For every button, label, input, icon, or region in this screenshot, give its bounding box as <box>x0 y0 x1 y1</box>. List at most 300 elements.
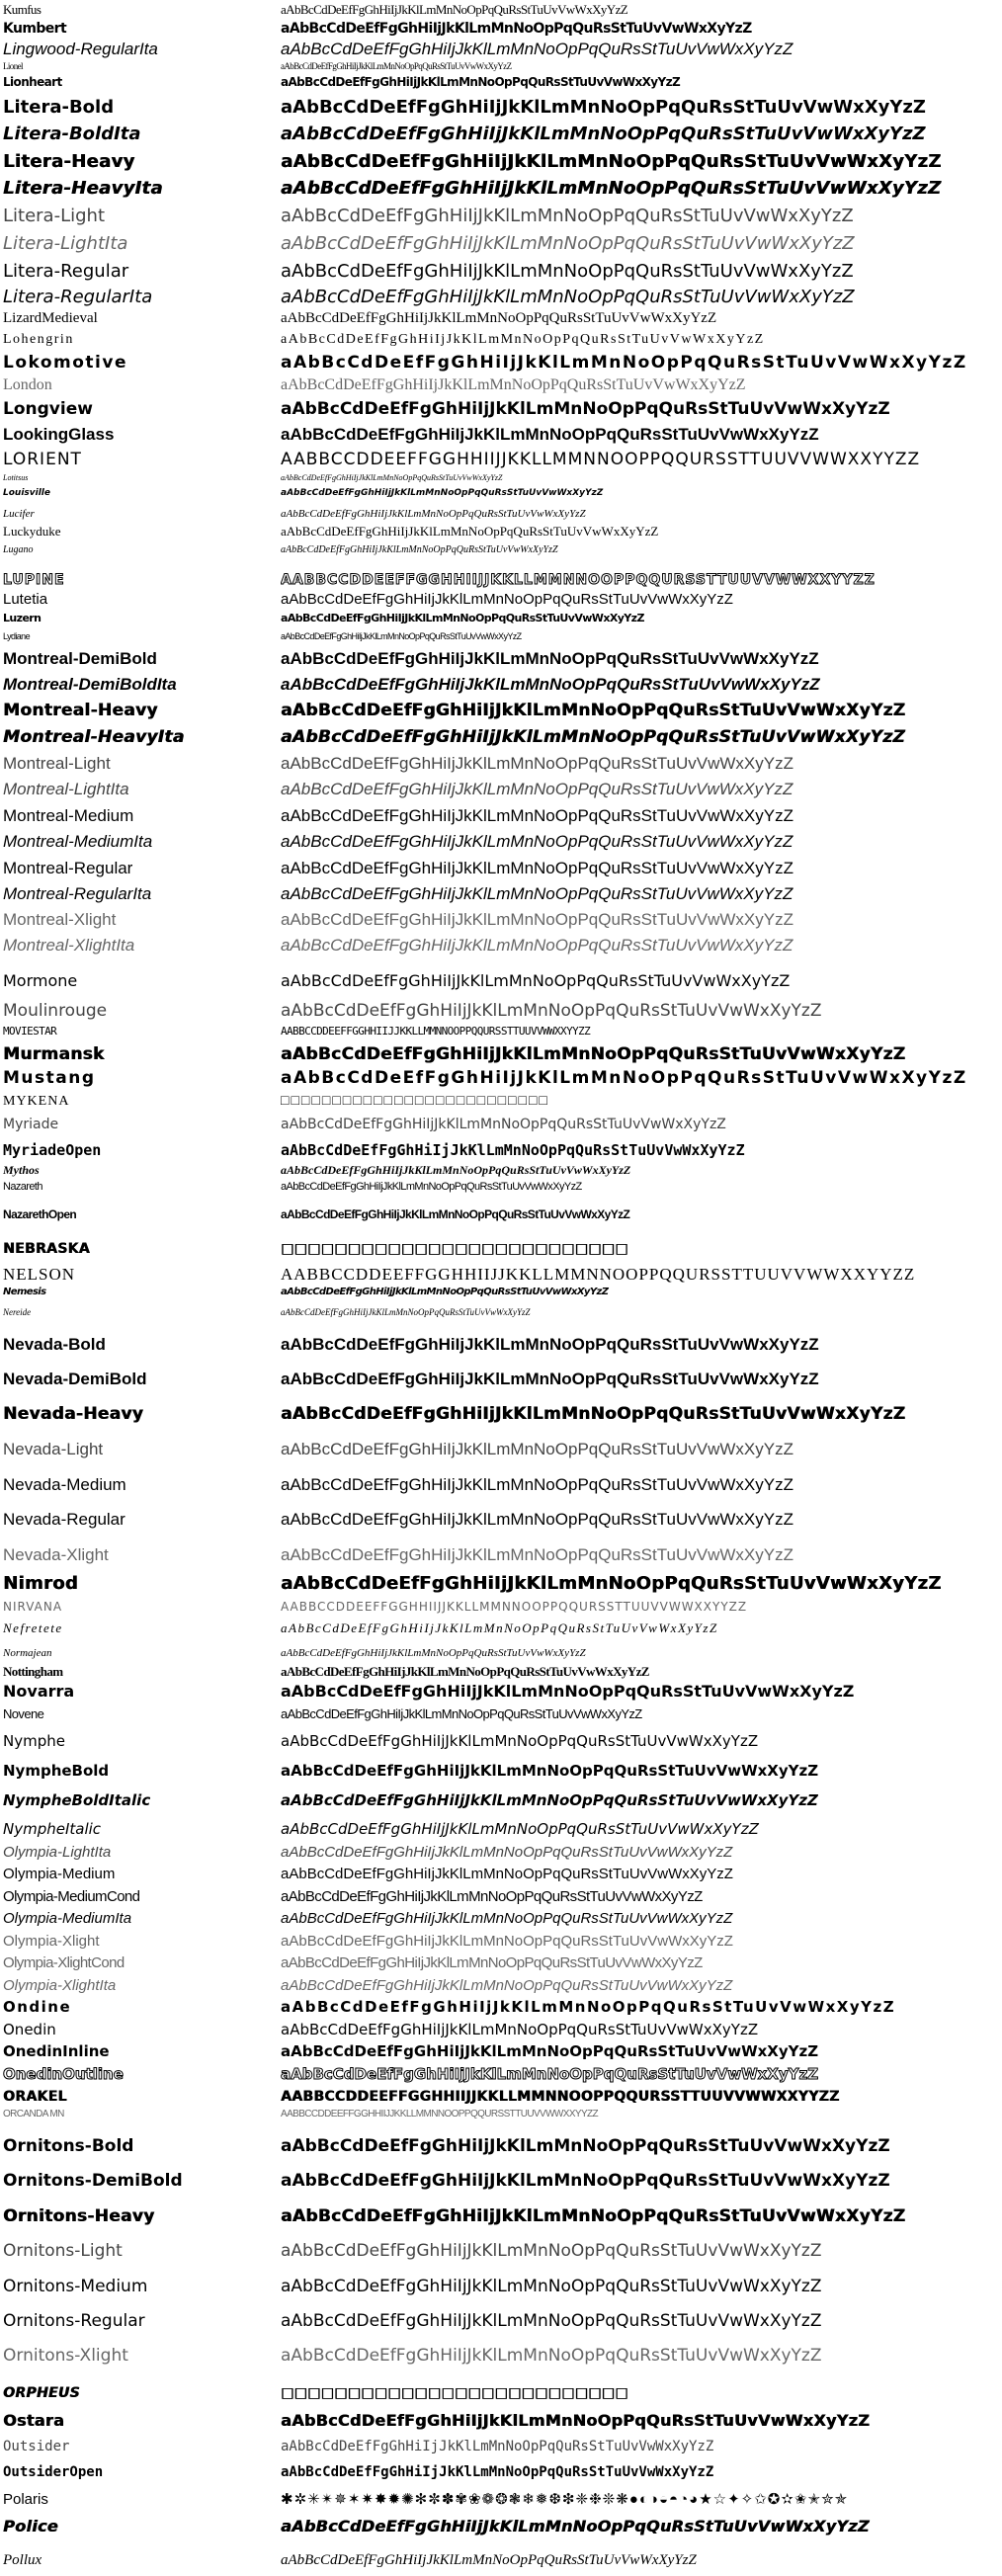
font-specimen-row <box>0 1928 1002 1951</box>
font-specimen-row <box>0 2227 1002 2262</box>
font-specimen-row <box>0 470 1002 484</box>
font-name: Lugano <box>3 544 34 555</box>
font-sample: aAbBcCdDeEfFgGhHiIjJkKlLmMnNoOpPqQuRsStTuUvVwWxXyYzZ <box>281 1001 822 1021</box>
font-specimen-row <box>0 328 1002 349</box>
font-sample: aAbBcCdDeEfFgGhHiIjJkKlLmMnNoOpPqQuRsStTuUvVwWxXyYzZ <box>281 2552 697 2568</box>
font-name: ORAKEL <box>3 2089 67 2105</box>
font-specimen-row <box>0 1810 1002 1839</box>
font-specimen-row <box>0 2084 1002 2106</box>
font-name: Olympia-LightIta <box>3 1844 112 1861</box>
font-specimen-row <box>0 1039 1002 1065</box>
font-specimen-row <box>0 2536 1002 2570</box>
font-name: Nevada-Medium <box>3 1475 126 1494</box>
font-specimen-row <box>0 748 1002 774</box>
font-name: Ornitons-Light <box>3 2241 123 2261</box>
font-name: Kumbert <box>3 21 67 37</box>
font-specimen-row <box>0 1285 1002 1299</box>
font-specimen-row <box>0 1299 1002 1319</box>
font-name: Ornitons-Regular <box>3 2311 145 2331</box>
font-name: Myriade <box>3 1117 59 1132</box>
font-sample: aAbBcCdDeEfFgGhHiIjJkKlLmMnNoOpPqQuRsStTuUvVwWxXyYzZ <box>281 376 746 393</box>
font-name: Moulinrouge <box>3 1001 108 1021</box>
font-specimen-row <box>0 2017 1002 2039</box>
font-sample: AABBCCDDEEFFGGHHIIJJKKLLMMNNOOPPQQURSSTTUUVVWWXXYYZZ <box>281 2109 599 2119</box>
font-name: Montreal-Medium <box>3 806 134 825</box>
font-sample: AABBCCDDEEFFGGHHIIJJKKLLMMNNOOPPQQURSSTTUUVVWWXXYYZZ <box>281 450 921 469</box>
font-name: Louisville <box>3 488 50 498</box>
font-specimen-row <box>0 1222 1002 1258</box>
font-specimen-row <box>0 308 1002 328</box>
font-specimen-row <box>0 721 1002 748</box>
font-sample: aAbBcCdDeEfFgGhHiIjJkKlLmMnNoOpPqQuRsStTuUvVwWxXyYzZ <box>281 1440 793 1458</box>
font-name: Montreal-Regular <box>3 859 133 877</box>
font-specimen-row <box>0 1530 1002 1565</box>
font-sample: aAbBcCdDeEfFgGhHiIjJkKlLmMnNoOpPqQuRsStTuUvVwWxXyYzZ <box>281 233 855 254</box>
font-sample: AABBCCDDEEFFGGHHIIJJKKLLMMNNOOPPQQURSSTTUUVVWWXXYYZZ <box>281 1265 916 1284</box>
font-sample: aAbBcCdDeEfFgGhHiIjJkKlLmMnNoOpPqQuRsStTuUvVwWxXyYzZ <box>281 1620 718 1635</box>
font-name: LORIENT <box>3 450 82 469</box>
font-specimen-row <box>0 1459 1002 1495</box>
font-name: NazarethOpen <box>3 1207 77 1221</box>
font-specimen-row <box>0 1972 1002 1995</box>
font-sample: aAbBcCdDeEfFgGhHiIjJkKlLmMnNoOpPqQuRsStTuUvVwWxXyYzZ <box>281 2277 822 2296</box>
font-sample: aAbBcCdDeEfFgGhHiIjJkKlLmMnNoOpPqQuRsStTuUvVwWxXyYzZ <box>281 1044 906 1064</box>
font-name: Ornitons-Medium <box>3 2277 148 2296</box>
font-sample: aAbBcCdDeEfFgGhHiIjJkKlLmMnNoOpPqQuRsStTuUvVwWxXyYzZ <box>281 631 522 641</box>
font-specimen-row <box>0 643 1002 669</box>
font-sample: aAbBcCdDeEfFgGhHiIjJkKlLmMnNoOpPqQuRsStTuUvVwWxXyYzZ <box>281 425 819 444</box>
font-sample: aAbBcCdDeEfFgGhHiIjJkKlLmMnNoOpPqQuRsStTuUvVwWxXyYzZ <box>281 1844 733 1861</box>
font-sample: aAbBcCdDeEfFgGhHiIjJkKlLmMnNoOpPqQuRsStTuUvVwWxXyYzZ <box>281 1977 733 1994</box>
font-specimen-row <box>0 826 1002 852</box>
font-name: Normajean <box>3 1647 52 1659</box>
font-name: Onedin <box>3 2021 56 2038</box>
font-specimen-row <box>0 1883 1002 1906</box>
font-sample: aAbBcCdDeEfFgGhHiIjJkKlLmMnNoOpPqQuRsStTuUvVwWxXyYzZ <box>281 727 905 747</box>
font-specimen-row <box>0 1722 1002 1751</box>
font-sample: AABBCCDDEEFFGGHHIIJJKKLLMMNNOOPPQQURSSTTUUVVWWXXYYZZ <box>281 1600 748 1614</box>
font-specimen-row <box>0 1565 1002 1595</box>
font-sample: aAbBcCdDeEfFgGhHiIjJkKlLmMnNoOpPqQuRsStTuUvVwWxXyYzZ <box>281 2 628 17</box>
font-name: Ornitons-Bold <box>3 2136 134 2156</box>
font-specimen-row <box>0 2431 1002 2455</box>
font-sample: aAbBcCdDeEfFgGhHiIjJkKlLmMnNoOpPqQuRsStTuUvVwWxXyYzZ <box>281 21 752 37</box>
font-sample: aAbBcCdDeEfFgGhHiIjJkKlLmMnNoOpPqQuRsStTuUvVwWxXyYzZ <box>281 1117 726 1132</box>
font-sample: aAbBcCdDeEfFgGhHiIjJkKlLmMnNoOpPqQuRsStTuUvVwWxXyYzZ <box>281 399 890 419</box>
font-name: Novarra <box>3 1682 75 1701</box>
font-specimen-row <box>0 669 1002 695</box>
font-sample: aAbBcCdDeEfFgGhHiIjJkKlLmMnNoOpPqQuRsStTuUvVwWxXyYzZ <box>281 971 791 990</box>
font-sample: aAbBcCdDeEfFgGhHiIjJkKlLmMnNoOpPqQuRsStTuUvVwWxXyYzZ <box>281 1475 793 1494</box>
font-name: Ornitons-Heavy <box>3 2206 155 2226</box>
font-name: Novene <box>3 1706 44 1721</box>
font-specimen-row <box>0 2262 1002 2297</box>
font-sample: aAbBcCdDeEfFgGhHiIjJkKlLmMnNoOpPqQuRsStTuUvVwWxXyYzZ <box>281 1910 733 1927</box>
font-name: Montreal-XlightIta <box>3 936 135 955</box>
font-sample: AABBCCDDEEFFGGHHIIJJKKLLMMNNOOPPQQURSSTTUUVVWWXXYYZZ <box>281 572 876 588</box>
font-name: Montreal-DemiBoldIta <box>3 675 177 694</box>
font-sample: aAbBcCdDeEfFgGhHiIjJkKlLmMnNoOpPqQuRsStTuUvVwWxXyYzZ <box>281 1933 733 1950</box>
font-specimen-row <box>0 904 1002 930</box>
font-name: Luckyduke <box>3 524 61 539</box>
font-name: Lotitsus <box>3 473 29 482</box>
font-name: NEBRASKA <box>3 1241 90 1257</box>
font-sample: aAbBcCdDeEfFgGhHiIjJkKlLmMnNoOpPqQuRsStTuUvVwWxXyYzZ <box>281 524 659 539</box>
font-specimen-row <box>0 1195 1002 1222</box>
font-name: Murmansk <box>3 1044 105 1064</box>
font-sample: aAbBcCdDeEfFgGhHiIjJkKlLmMnNoOpPqQuRsStTuUvVwWxXyYzZ <box>281 884 793 903</box>
font-specimen-row <box>0 2367 1002 2402</box>
font-name: Montreal-MediumIta <box>3 832 153 851</box>
font-name: Olympia-Xlight <box>3 1933 100 1950</box>
font-sample: aAbBcCdDeEfFgGhHiIjJkKlLmMnNoOpPqQuRsStTuUvVwWxXyYzZ <box>281 178 942 199</box>
font-name: Montreal-LightIta <box>3 780 129 798</box>
font-name: Kumfus <box>3 2 42 17</box>
font-name: London <box>3 376 52 393</box>
font-name: Litera-Heavy <box>3 151 135 172</box>
font-specimen-row <box>0 695 1002 721</box>
font-sample: aAbBcCdDeEfFgGhHiIjJkKlLmMnNoOpPqQuRsStTuUvVwWxXyYzZ <box>281 1888 703 1905</box>
font-sample: aAbBcCdDeEfFgGhHiIjJkKlLmMnNoOpPqQuRsStTuUvVwWxXyYzZ <box>281 832 793 851</box>
font-specimen-row <box>0 119 1002 145</box>
font-specimen-row <box>0 374 1002 395</box>
font-name: Nazareth <box>3 1181 42 1193</box>
font-specimen-row <box>0 522 1002 540</box>
font-sample: aAbBcCdDeEfFgGhHiIjJkKlLmMnNoOpPqQuRsStTuUvVwWxXyYzZ <box>281 1706 642 1721</box>
font-specimen-row <box>0 930 1002 956</box>
font-name: Ornitons-Xlight <box>3 2346 128 2366</box>
font-name: Montreal-RegularIta <box>3 884 152 903</box>
font-name: Nevada-Regular <box>3 1510 125 1529</box>
font-name: NympheBoldItalic <box>3 1791 151 1809</box>
font-specimen-row <box>0 1355 1002 1389</box>
font-name: Litera-RegularIta <box>3 287 153 307</box>
font-sample: aAbBcCdDeEfFgGhHiIjJkKlLmMnNoOpPqQuRsStTuUvVwWxXyYzZ <box>281 310 717 326</box>
font-sample: aAbBcCdDeEfFgGhHiIjJkKlLmMnNoOpPqQuRsStTuUvVwWxXyYzZ <box>281 1307 531 1317</box>
font-name: Police <box>3 2517 58 2535</box>
font-specimen-row <box>0 956 1002 991</box>
font-sample: aAbBcCdDeEfFgGhHiIjJkKlLmMnNoOpPqQuRsStTuUvVwWxXyYzZ <box>281 2171 890 2191</box>
font-name: Pollux <box>3 2552 42 2568</box>
font-name: Ostara <box>3 2411 65 2430</box>
font-sample: aAbBcCdDeEfFgGhHiIjJkKlLmMnNoOpPqQuRsStTuUvVwWxXyYzZ <box>281 261 854 282</box>
font-sample: □□□□□□□□□□□□□□□□□□□□□□□□□□ <box>281 2385 628 2401</box>
font-name: Litera-Light <box>3 206 106 226</box>
font-name: Montreal-Xlight <box>3 910 117 929</box>
font-sample: aAbBcCdDeEfFgGhHiIjJkKlLmMnNoOpPqQuRsStTuUvVwWxXyYzZ <box>281 1335 819 1354</box>
font-sample: aAbBcCdDeEfFgGhHiIjJkKlLmMnNoOpPqQuRsStTuUvVwWxXyYzZ <box>281 1068 967 1088</box>
font-specimen-row <box>0 2061 1002 2084</box>
font-sample: aAbBcCdDeEfFgGhHiIjJkKlLmMnNoOpPqQuRsStTuUvVwWxXyYzZ <box>281 1404 906 1424</box>
font-specimen-row <box>0 484 1002 500</box>
font-name: ORPHEUS <box>3 2385 80 2401</box>
font-specimen-row <box>0 445 1002 470</box>
font-sample: aAbBcCdDeEfFgGhHiIjJkKlLmMnNoOpPqQuRsStTuUvVwWxXyYzZ <box>281 488 604 498</box>
font-sample: □□□□□□□□□□□□□□□□□□□□□□□□□□ <box>281 1241 628 1257</box>
font-specimen-row <box>0 1160 1002 1178</box>
font-sample: aAbBcCdDeEfFgGhHiIjJkKlLmMnNoOpPqQuRsStTuUvVwWxXyYzZ <box>281 2136 890 2156</box>
font-sample: aAbBcCdDeEfFgGhHiIjJkKlLmMnNoOpPqQuRsStTuUvVwWxXyYzZ <box>281 1545 793 1564</box>
font-specimen-row <box>0 227 1002 255</box>
font-name: Nottingham <box>3 1664 63 1679</box>
font-sample: aAbBcCdDeEfFgGhHiIjJkKlLmMnNoOpPqQuRsStTuUvVwWxXyYzZ <box>281 1664 649 1679</box>
font-sample: AABBCCDDEEFFGGHHIIJJKKLLMMNNOOPPQQURSSTTUUVVWWXXYYZZ <box>281 2089 840 2105</box>
font-name: Lohengrin <box>3 332 74 347</box>
font-specimen-row <box>0 1389 1002 1425</box>
font-name: Litera-HeavyIta <box>3 178 163 199</box>
font-sample: aAbBcCdDeEfFgGhHiIjJkKlLmMnNoOpPqQuRsStTuUvVwWxXyYzZ <box>281 612 644 624</box>
font-sample: aAbBcCdDeEfFgGhHiIjJkKlLmMnNoOpPqQuRsStTuUvVwWxXyYzZ <box>281 544 558 555</box>
font-sample: aAbBcCdDeEfFgGhHiIjJkKlLmMnNoOpPqQuRsStTuUvVwWxXyYzZ <box>281 61 512 71</box>
font-name: Nymphe <box>3 1732 65 1750</box>
font-sample: aAbBcCdDeEfFgGhHiIjJkKlLmMnNoOpPqQuRsStTuUvVwWxXyYzZ <box>281 1954 703 1971</box>
font-sample: aAbBcCdDeEfFgGhHiIjJkKlLmMnNoOpPqQuRsStTuUvVwWxXyYzZ <box>281 1181 582 1193</box>
font-specimen-row <box>0 2332 1002 2367</box>
font-specimen-row <box>0 774 1002 799</box>
font-name: Montreal-HeavyIta <box>3 727 185 747</box>
font-name: Olympia-Medium <box>3 1866 116 1882</box>
font-sample: aAbBcCdDeEfFgGhHiIjJkKlLmMnNoOpPqQuRsStTuUvVwWxXyYzZ <box>281 1370 819 1388</box>
font-name: ORCANDA MN <box>3 2109 64 2119</box>
font-specimen-row <box>0 1595 1002 1615</box>
font-name: Nimrod <box>3 1573 78 1594</box>
font-sample: aAbBcCdDeEfFgGhHiIjJkKlLmMnNoOpPqQuRsStTuUvVwWxXyYzZ <box>281 40 793 58</box>
font-specimen-row <box>0 90 1002 119</box>
font-sample: aAbBcCdDeEfFgGhHiIjJkKlLmMnNoOpPqQuRsStTuUvVwWxXyYzZ <box>281 1820 759 1838</box>
font-specimen-row <box>0 1702 1002 1722</box>
font-specimen-row <box>0 1615 1002 1636</box>
font-name: NELSON <box>3 1265 76 1284</box>
font-specimen-row <box>0 878 1002 904</box>
font-specimen-row <box>0 2039 1002 2061</box>
font-sample: aAbBcCdDeEfFgGhHiIjJkKlLmMnNoOpPqQuRsStTuUvVwWxXyYzZ <box>281 287 855 307</box>
font-sample: aAbBcCdDeEfFgGhHiIjJkKlLmMnNoOpPqQuRsStTuUvVwWxXyYzZ <box>281 2517 870 2535</box>
font-specimen-row <box>0 1425 1002 1459</box>
font-name: LizardMedieval <box>3 310 98 326</box>
font-sample: aAbBcCdDeEfFgGhHiIjJkKlLmMnNoOpPqQuRsStTuUvVwWxXyYzZ <box>281 591 733 608</box>
font-sample: aAbBcCdDeEfFgGhHiIjJkKlLmMnNoOpPqQuRsStTuUvVwWxXyYzZ <box>281 2439 714 2454</box>
font-name: Mustang <box>3 1068 96 1088</box>
font-sample: aAbBcCdDeEfFgGhHiIjJkKlLmMnNoOpPqQuRsStTuUvVwWxXyYzZ <box>281 332 765 347</box>
font-specimen-row <box>0 1781 1002 1810</box>
font-name: MYKENA <box>3 1094 70 1109</box>
font-sample: aAbBcCdDeEfFgGhHiIjJkKlLmMnNoOpPqQuRsStTuUvVwWxXyYzZ <box>281 936 793 955</box>
font-specimen-row <box>0 1862 1002 1883</box>
font-sample: aAbBcCdDeEfFgGhHiIjJkKlLmMnNoOpPqQuRsStTuUvVwWxXyYzZ <box>281 1141 745 1159</box>
font-name: Outsider <box>3 2439 70 2454</box>
font-name: Longview <box>3 399 93 419</box>
font-sample: aAbBcCdDeEfFgGhHiIjJkKlLmMnNoOpPqQuRsStTuUvVwWxXyYzZ <box>281 75 681 89</box>
font-specimen-row <box>0 2509 1002 2536</box>
font-specimen-row <box>0 145 1002 173</box>
font-name: Ornitons-DemiBold <box>3 2171 183 2191</box>
font-specimen-row <box>0 2121 1002 2157</box>
font-specimen-row <box>0 2481 1002 2509</box>
font-specimen-row <box>0 38 1002 59</box>
font-name: Ondine <box>3 1998 72 2016</box>
font-name: Olympia-XlightIta <box>3 1977 117 1994</box>
font-specimen-row <box>0 1951 1002 1972</box>
font-sample: aAbBcCdDeEfFgGhHiIjJkKlLmMnNoOpPqQuRsStTuUvVwWxXyYzZ <box>281 1287 609 1297</box>
font-name: Luzern <box>3 612 42 624</box>
font-specimen-row <box>0 625 1002 643</box>
font-name: Nevada-Light <box>3 1440 104 1458</box>
font-name: Lingwood-RegularIta <box>3 40 158 58</box>
font-name: Nemesis <box>3 1287 46 1297</box>
font-specimen-row <box>0 349 1002 374</box>
font-specimen-row <box>0 609 1002 625</box>
font-sample: aAbBcCdDeEfFgGhHiIjJkKlLmMnNoOpPqQuRsStTuUvVwWxXyYzZ <box>281 2021 759 2038</box>
font-sample: aAbBcCdDeEfFgGhHiIjJkKlLmMnNoOpPqQuRsStTuUvVwWxXyYzZ <box>281 353 967 373</box>
font-specimen-row <box>0 0 1002 18</box>
font-sample: aAbBcCdDeEfFgGhHiIjJkKlLmMnNoOpPqQuRsStTuUvVwWxXyYzZ <box>281 780 793 798</box>
font-specimen-row <box>0 1065 1002 1089</box>
font-name: Lokomotive <box>3 353 127 373</box>
font-specimen-row <box>0 1258 1002 1285</box>
font-sample: aAbBcCdDeEfFgGhHiIjJkKlLmMnNoOpPqQuRsStTuUvVwWxXyYzZ <box>281 1207 630 1221</box>
font-specimen-row <box>0 200 1002 227</box>
font-specimen-row <box>0 1111 1002 1133</box>
font-name: NympheItalic <box>3 1820 102 1838</box>
font-specimen-row <box>0 799 1002 826</box>
font-specimen-row <box>0 1495 1002 1530</box>
font-sample: aAbBcCdDeEfFgGhHiIjJkKlLmMnNoOpPqQuRsStTuUvVwWxXyYzZ <box>281 910 793 929</box>
font-specimen-row <box>0 1906 1002 1928</box>
font-name: OnedinInline <box>3 2042 110 2060</box>
font-name: Olympia-MediumCond <box>3 1888 140 1905</box>
font-specimen-row <box>0 991 1002 1022</box>
font-name: Nevada-Xlight <box>3 1545 109 1564</box>
font-specimen-row <box>0 2402 1002 2431</box>
font-sample: aAbBcCdDeEfFgGhHiIjJkKlLmMnNoOpPqQuRsStTuUvVwWxXyYzZ <box>281 1998 896 2016</box>
font-name: LUPINE <box>3 572 65 588</box>
font-specimen-row <box>0 1319 1002 1355</box>
font-specimen-row <box>0 283 1002 308</box>
font-name: Litera-BoldIta <box>3 124 141 144</box>
font-sample: aAbBcCdDeEfFgGhHiIjJkKlLmMnNoOpPqQuRsStTuUvVwWxXyYzZ <box>281 1647 586 1659</box>
font-sample: aAbBcCdDeEfFgGhHiIjJkKlLmMnNoOpPqQuRsStTuUvVwWxXyYzZ <box>281 1762 819 1780</box>
font-name: Montreal-Heavy <box>3 701 158 720</box>
font-sample: aAbBcCdDeEfFgGhHiIjJkKlLmMnNoOpPqQuRsStTuUvVwWxXyYzZ <box>281 473 503 482</box>
font-sample: aAbBcCdDeEfFgGhHiIjJkKlLmMnNoOpPqQuRsStTuUvVwWxXyYzZ <box>281 859 793 877</box>
font-sample: aAbBcCdDeEfFgGhHiIjJkKlLmMnNoOpPqQuRsStTuUvVwWxXyYzZ <box>281 2346 822 2366</box>
font-specimen-row <box>0 589 1002 609</box>
font-sample: aAbBcCdDeEfFgGhHiIjJkKlLmMnNoOpPqQuRsStTuUvVwWxXyYzZ <box>281 206 854 226</box>
font-name: Lionel <box>3 61 23 71</box>
font-specimen-row <box>0 2297 1002 2332</box>
font-name: Lionheart <box>3 75 62 89</box>
font-sample: aAbBcCdDeEfFgGhHiIjJkKlLmMnNoOpPqQuRsStTuUvVwWxXyYzZ <box>281 2311 822 2331</box>
font-sample: ✱✲✳✴✵✶✷✸✹✺✻✼✽✾❀❁❂❃❄❅❆❇❈❉❊❋●◐◑◒◓◔◕★☆✦✧✩✪✫✬✭✮✯ <box>281 2491 849 2508</box>
font-name: Lutetia <box>3 591 48 608</box>
font-specimen-row <box>0 852 1002 878</box>
font-specimen-row <box>0 557 1002 589</box>
font-specimen-row <box>0 73 1002 90</box>
font-name: Litera-Regular <box>3 261 129 282</box>
font-specimen-row <box>0 1133 1002 1160</box>
font-sample: aAbBcCdDeEfFgGhHiIjJkKlLmMnNoOpPqQuRsStTuUvVwWxXyYzZ <box>281 2464 714 2480</box>
font-name: Nevada-Bold <box>3 1335 106 1354</box>
font-specimen-row <box>0 500 1002 522</box>
font-sample: aAbBcCdDeEfFgGhHiIjJkKlLmMnNoOpPqQuRsStTuUvVwWxXyYzZ <box>281 1866 733 1882</box>
font-sample: aAbBcCdDeEfFgGhHiIjJkKlLmMnNoOpPqQuRsStTuUvVwWxXyYzZ <box>281 1732 759 1750</box>
font-specimen-row <box>0 59 1002 73</box>
font-specimen-row <box>0 1636 1002 1661</box>
font-specimen-row <box>0 540 1002 557</box>
font-sample: aAbBcCdDeEfFgGhHiIjJkKlLmMnNoOpPqQuRsStTuUvVwWxXyYzZ <box>281 1573 942 1594</box>
font-name: Litera-Bold <box>3 97 115 118</box>
font-sample: aAbBcCdDeEfFgGhHiIjJkKlLmMnNoOpPqQuRsStTuUvVwWxXyYzZ <box>281 675 820 694</box>
font-sample: aAbBcCdDeEfFgGhHiIjJkKlLmMnNoOpPqQuRsStTuUvVwWxXyYzZ <box>281 2042 819 2060</box>
font-specimen-row <box>0 1022 1002 1039</box>
font-name: Litera-LightIta <box>3 233 128 254</box>
font-specimen-row <box>0 1751 1002 1781</box>
font-specimen-row <box>0 1995 1002 2017</box>
font-specimen-row <box>0 18 1002 38</box>
font-sample: aAbBcCdDeEfFgGhHiIjJkKlLmMnNoOpPqQuRsStTuUvVwWxXyYzZ <box>281 1510 793 1529</box>
font-specimen-row <box>0 255 1002 283</box>
font-name: Olympia-XlightCond <box>3 1954 125 1971</box>
font-sample: aAbBcCdDeEfFgGhHiIjJkKlLmMnNoOpPqQuRsStTuUvVwWxXyYzZ <box>281 151 942 172</box>
font-name: LookingGlass <box>3 425 115 444</box>
font-name: MOVIESTAR <box>3 1025 57 1038</box>
font-name: Lydiane <box>3 631 30 641</box>
font-name: OutsiderOpen <box>3 2464 104 2480</box>
font-sample: aAbBcCdDeEfFgGhHiIjJkKlLmMnNoOpPqQuRsStTuUvVwWxXyYzZ <box>281 1791 818 1809</box>
font-specimen-row <box>0 2106 1002 2121</box>
font-specimen-row <box>0 173 1002 200</box>
font-name: Montreal-DemiBold <box>3 649 157 668</box>
font-specimen-row <box>0 2455 1002 2481</box>
font-sample: aAbBcCdDeEfFgGhHiIjJkKlLmMnNoOpPqQuRsStTuUvVwWxXyYzZ <box>281 2241 822 2261</box>
font-name: Nevada-Heavy <box>3 1404 143 1424</box>
font-name: Nevada-DemiBold <box>3 1370 147 1388</box>
font-specimen-row <box>0 395 1002 420</box>
font-name: Lucifer <box>3 508 35 520</box>
font-sample: aAbBcCdDeEfFgGhHiIjJkKlLmMnNoOpPqQuRsStTuUvVwWxXyYzZ <box>281 1682 855 1701</box>
font-specimen-row <box>0 1680 1002 1702</box>
font-sample: AABBCCDDEEFFGGHHIIJJKKLLMMNNOOPPQQURSSTTUUVVWWXXYYZZ <box>281 1025 591 1038</box>
font-specimen-row <box>0 2192 1002 2227</box>
font-name: Nefretete <box>3 1620 63 1635</box>
font-specimen-row <box>0 1839 1002 1862</box>
font-specimen-row <box>0 420 1002 445</box>
font-specimen-row <box>0 1178 1002 1195</box>
font-sample: aAbBcCdDeEfFgGhHiIjJkKlLmMnNoOpPqQuRsStTuUvVwWxXyYzZ <box>281 2206 906 2226</box>
font-sample: aAbBcCdDeEfFgGhHiIjJkKlLmMnNoOpPqQuRsStTuUvVwWxXyYzZ <box>281 754 793 773</box>
font-sample: □□□□□□□□□□□□□□□□□□□□□□□□□□ <box>281 1094 549 1109</box>
font-name: Montreal-Light <box>3 754 111 773</box>
font-name: Nereide <box>3 1307 32 1317</box>
font-sample: aAbBcCdDeEfFgGhHiIjJkKlLmMnNoOpPqQuRsStTuUvVwWxXyYzZ <box>281 701 906 720</box>
font-name: Polaris <box>3 2491 48 2508</box>
font-sample: aAbBcCdDeEfFgGhHiIjJkKlLmMnNoOpPqQuRsStTuUvVwWxXyYzZ <box>281 806 793 825</box>
font-sample: aAbBcCdDeEfFgGhHiIjJkKlLmMnNoOpPqQuRsStTuUvVwWxXyYzZ <box>281 508 586 520</box>
font-name: OnedinOutline <box>3 2065 124 2083</box>
font-specimen-row <box>0 1089 1002 1111</box>
font-name: MyriadeOpen <box>3 1141 102 1159</box>
font-sample: aAbBcCdDeEfFgGhHiIjJkKlLmMnNoOpPqQuRsStTuUvVwWxXyYzZ <box>281 97 926 118</box>
font-sample: aAbBcCdDeEfFgGhHiIjJkKlLmMnNoOpPqQuRsStTuUvVwWxXyYzZ <box>281 1163 631 1177</box>
font-specimen-row <box>0 2157 1002 2192</box>
font-name: Mythos <box>3 1163 40 1177</box>
font-sample: aAbBcCdDeEfFgGhHiIjJkKlLmMnNoOpPqQuRsStTuUvVwWxXyYzZ <box>281 124 926 144</box>
font-sample: aAbBcCdDeEfFgGhHiIjJkKlLmMnNoOpPqQuRsStTuUvVwWxXyYzZ <box>281 2065 819 2083</box>
font-name: NIRVANA <box>3 1600 63 1614</box>
font-name: Olympia-MediumIta <box>3 1910 132 1927</box>
font-specimen-row <box>0 1661 1002 1680</box>
font-name: NympheBold <box>3 1762 110 1780</box>
